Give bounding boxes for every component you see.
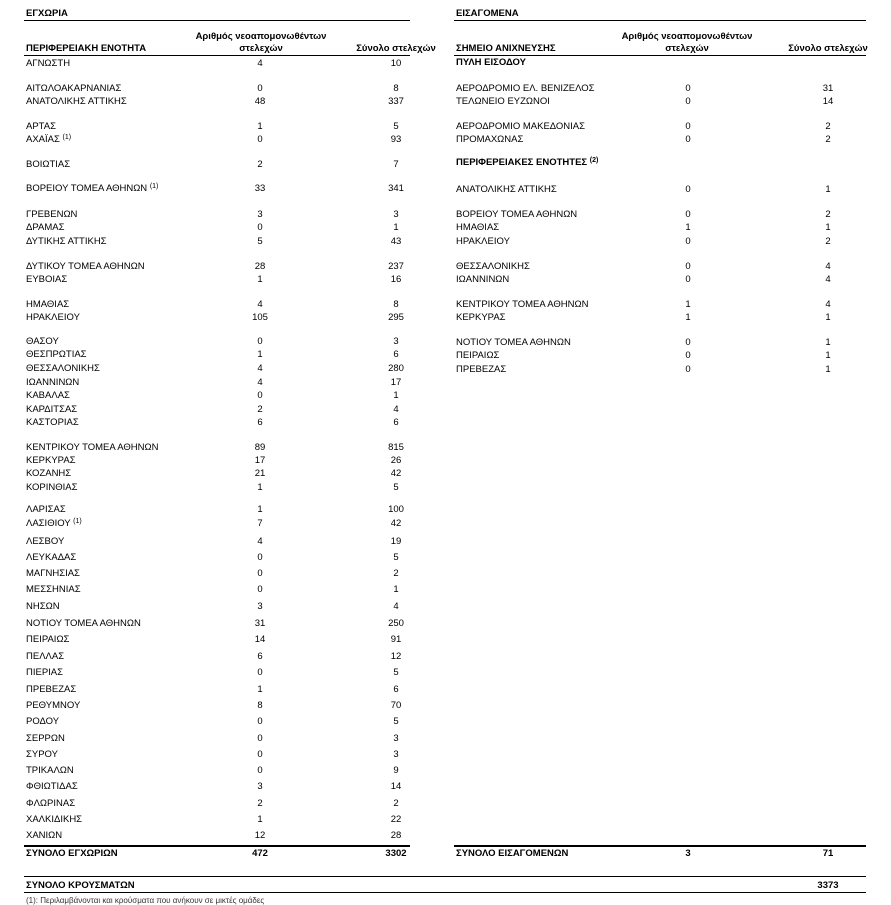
domestic-row-total: 815: [388, 442, 404, 453]
domestic-table-row: [26, 362, 426, 375]
imported-subheading-regional-units: ΠΕΡΙΦΕΡΕΙΑΚΕΣ ΕΝΟΤΗΤΕΣ $^{(2)}$: [456, 157, 599, 168]
domestic-table-row: [26, 551, 426, 564]
domestic-row-new: 0: [257, 390, 263, 401]
imported-row-new: 0: [685, 337, 691, 348]
domestic-table-row: [26, 120, 426, 133]
imported-row-total: 2: [825, 209, 831, 220]
domestic-row-new: 105: [252, 312, 268, 323]
domestic-table-row: [26, 732, 426, 745]
domestic-col-new-header-line2: στελεχών: [239, 43, 283, 54]
imported-row-name: ΤΕΛΩΝΕΙΟ ΕΥΖΩΝΟΙ: [456, 96, 550, 107]
domestic-row-new: 4: [257, 536, 263, 547]
imported-section-title: ΕΙΣΑΓΟΜΕΝΑ: [456, 8, 519, 19]
domestic-row-name: ΣΥΡΟΥ: [26, 749, 58, 760]
domestic-table-row: [26, 481, 426, 494]
imported-total-new: 3: [685, 848, 691, 859]
domestic-table-row: [26, 260, 426, 273]
imported-title-rule: [454, 20, 866, 21]
domestic-total-rule: [24, 845, 410, 847]
imported-row-name: ΚΕΝΤΡΙΚΟΥ ΤΟΜΕΑ ΑΘΗΝΩΝ: [456, 299, 589, 310]
domestic-row-new: 89: [254, 442, 266, 453]
imported-table-row: [456, 273, 861, 286]
domestic-table-row: [26, 403, 426, 416]
domestic-row-total: 5: [393, 716, 399, 727]
footnote: (1): Περιλαμβάνονται και κρούσματα που ανήκουν σε μικτές ομάδες: [26, 896, 265, 905]
imported-table-row: [456, 95, 861, 108]
domestic-row-total: 6: [393, 417, 399, 428]
domestic-row-total: 2: [393, 798, 399, 809]
domestic-table-row: [26, 617, 426, 630]
imported-col-name-header: ΣΗΜΕΙΟ ΑΝΙΧΝΕΥΣΗΣ: [456, 43, 556, 54]
imported-table-row: [456, 349, 861, 362]
domestic-row-new: 6: [257, 417, 263, 428]
domestic-col-total-header: Σύνολο στελεχών: [356, 43, 436, 54]
domestic-row-new: 2: [257, 798, 263, 809]
domestic-row-name: ΚΟΖΑΝΗΣ: [26, 468, 72, 479]
imported-table-row: [456, 363, 861, 376]
domestic-table-row: [26, 650, 426, 663]
domestic-row-name: ΒΟΡΕΙΟΥ ΤΟΜΕΑ ΑΘΗΝΩΝ $^{(1)}$: [26, 183, 159, 194]
domestic-row-total: 1: [393, 390, 399, 401]
domestic-total-label: ΣΥΝΟΛΟ ΕΓΧΩΡΙΩΝ: [26, 848, 118, 859]
domestic-table-row: [26, 273, 426, 286]
domestic-row-name: ΝΗΣΩΝ: [26, 601, 60, 612]
domestic-row-total: 250: [388, 618, 404, 629]
domestic-row-total: 295: [388, 312, 404, 323]
imported-row-new: 0: [685, 209, 691, 220]
domestic-row-total: 42: [390, 518, 402, 529]
imported-row-name: ΝΟΤΙΟΥ ΤΟΜΕΑ ΑΘΗΝΩΝ: [456, 337, 571, 348]
grand-total-bottom-rule: [24, 892, 866, 893]
imported-row-new: 1: [685, 299, 691, 310]
domestic-row-name: ΚΑΡΔΙΤΣΑΣ: [26, 404, 78, 415]
imported-row-total: 1: [825, 184, 831, 195]
domestic-row-new: 2: [257, 404, 263, 415]
domestic-row-name: ΛΑΣΙΘΙΟΥ $^{(1)}$: [26, 518, 82, 529]
domestic-row-new: 4: [257, 377, 263, 388]
imported-table-row: [456, 208, 861, 221]
imported-row-total: 1: [825, 312, 831, 323]
imported-row-name: ΠΡΟΜΑΧΩΝΑΣ: [456, 134, 524, 145]
imported-row-name: ΑΝΑΤΟΛΙΚΗΣ ΑΤΤΙΚΗΣ: [456, 184, 557, 195]
domestic-table-row: [26, 666, 426, 679]
imported-row-name: ΘΕΣΣΑΛΟΝΙΚΗΣ: [456, 261, 530, 272]
imported-row-total: 1: [825, 337, 831, 348]
domestic-row-total: 17: [390, 377, 402, 388]
domestic-row-total: 3: [393, 733, 399, 744]
domestic-row-name: ΓΡΕΒΕΝΩΝ: [26, 209, 78, 220]
domestic-row-total: 93: [390, 134, 402, 145]
domestic-table-row: [26, 208, 426, 221]
domestic-table-row: [26, 467, 426, 480]
domestic-row-name: ΡΕΘΥΜΝΟΥ: [26, 700, 81, 711]
imported-row-total: 4: [825, 261, 831, 272]
domestic-col-new-header-line1: Αριθμός νεοαπομονωθέντων: [195, 31, 327, 42]
domestic-row-name: ΛΕΣΒΟΥ: [26, 536, 65, 547]
domestic-row-name: ΑΙΤΩΛΟΑΚΑΡΝΑΝΙΑΣ: [26, 83, 122, 94]
domestic-row-new: 2: [257, 159, 263, 170]
domestic-row-name: ΒΟΙΩΤΙΑΣ: [26, 159, 71, 170]
domestic-row-new: 1: [257, 482, 263, 493]
domestic-row-name: ΘΑΣΟΥ: [26, 336, 59, 347]
domestic-row-new: 8: [257, 700, 263, 711]
domestic-table-row: [26, 699, 426, 712]
imported-total-rule: [454, 845, 866, 847]
domestic-row-name: ΠΡΕΒΕΖΑΣ: [26, 684, 77, 695]
domestic-row-new: 5: [257, 236, 263, 247]
domestic-row-name: ΧΑΝΙΩΝ: [26, 830, 63, 841]
domestic-col-name-header: ΠΕΡΙΦΕΡΕΙΑΚΗ ΕΝΟΤΗΤΑ: [26, 43, 147, 54]
domestic-row-new: 31: [254, 618, 266, 629]
domestic-row-name: ΑΡΤΑΣ: [26, 121, 56, 132]
domestic-row-name: ΛΕΥΚΑΔΑΣ: [26, 552, 77, 563]
grand-total-label: ΣΥΝΟΛΟ ΚΡΟΥΣΜΑΤΩΝ: [26, 880, 135, 891]
imported-total-total: 71: [822, 848, 834, 859]
domestic-table-row: [26, 454, 426, 467]
imported-row-new: 0: [685, 121, 691, 132]
domestic-row-total: 6: [393, 349, 399, 360]
imported-row-total: 2: [825, 121, 831, 132]
imported-row-new: 0: [685, 236, 691, 247]
domestic-row-name: ΕΥΒΟΙΑΣ: [26, 274, 68, 285]
domestic-section-title: ΕΓΧΩΡΙΑ: [26, 8, 68, 19]
domestic-row-total: 9: [393, 765, 399, 776]
domestic-table-row: [26, 57, 426, 70]
imported-row-name: ΚΕΡΚΥΡΑΣ: [456, 312, 506, 323]
domestic-row-new: 1: [257, 504, 263, 515]
domestic-row-new: 3: [257, 781, 263, 792]
imported-table-row: [456, 260, 861, 273]
imported-row-total: 1: [825, 364, 831, 375]
domestic-row-new: 7: [257, 518, 263, 529]
imported-row-name: ΑΕΡΟΔΡΟΜΙΟ ΜΑΚΕΔΟΝΙΑΣ: [456, 121, 586, 132]
domestic-row-total: 4: [393, 404, 399, 415]
imported-table-row: [456, 235, 861, 248]
domestic-row-new: 33: [254, 183, 266, 194]
domestic-table-row: [26, 780, 426, 793]
grand-total-value: 3373: [817, 880, 839, 891]
domestic-row-total: 19: [390, 536, 402, 547]
domestic-title-rule: [24, 20, 410, 21]
domestic-row-name: ΠΕΙΡΑΙΩΣ: [26, 634, 70, 645]
domestic-row-total: 237: [388, 261, 404, 272]
domestic-row-name: ΠΙΕΡΙΑΣ: [26, 667, 64, 678]
imported-col-new-header-line2: στελεχών: [665, 43, 709, 54]
domestic-table-row: [26, 376, 426, 389]
imported-row-total: 1: [825, 222, 831, 233]
domestic-row-name: ΤΡΙΚΑΛΩΝ: [26, 765, 74, 776]
domestic-row-name: ΑΧΑΪΑΣ $^{(1)}$: [26, 134, 72, 145]
domestic-table-row: [26, 311, 426, 324]
imported-row-total: 4: [825, 299, 831, 310]
imported-row-new: 1: [685, 222, 691, 233]
domestic-row-new: 0: [257, 765, 263, 776]
domestic-total-new: 472: [252, 848, 268, 859]
imported-header-rule: [454, 55, 866, 56]
domestic-row-new: 0: [257, 83, 263, 94]
domestic-table-row: [26, 82, 426, 95]
domestic-total-total: 3302: [385, 848, 407, 859]
imported-table-row: [456, 221, 861, 234]
domestic-table-row: [26, 235, 426, 248]
domestic-table-row: [26, 503, 426, 516]
domestic-table-row: [26, 517, 426, 530]
imported-row-name: ΙΩΑΝΝΙΝΩΝ: [456, 274, 510, 285]
domestic-row-total: 14: [390, 781, 402, 792]
domestic-row-total: 341: [388, 183, 404, 194]
domestic-row-new: 3: [257, 209, 263, 220]
imported-table-row: [456, 311, 861, 324]
imported-row-total: 4: [825, 274, 831, 285]
imported-table-row: [456, 183, 861, 196]
domestic-row-name: ΜΑΓΝΗΣΙΑΣ: [26, 568, 80, 579]
domestic-row-total: 5: [393, 482, 399, 493]
imported-row-new: 0: [685, 134, 691, 145]
domestic-row-name: ΚΑΣΤΟΡΙΑΣ: [26, 417, 79, 428]
domestic-row-total: 3: [393, 336, 399, 347]
domestic-row-name: ΠΕΛΛΑΣ: [26, 651, 65, 662]
domestic-row-name: ΑΓΝΩΣΤΗ: [26, 58, 71, 69]
domestic-row-new: 0: [257, 716, 263, 727]
domestic-row-total: 43: [390, 236, 402, 247]
domestic-row-total: 337: [388, 96, 404, 107]
domestic-header-rule: [24, 55, 410, 56]
domestic-row-total: 8: [393, 83, 399, 94]
domestic-row-total: 91: [390, 634, 402, 645]
domestic-table-row: [26, 583, 426, 596]
domestic-table-row: [26, 813, 426, 826]
domestic-row-new: 0: [257, 222, 263, 233]
domestic-row-name: ΔΥΤΙΚΗΣ ΑΤΤΙΚΗΣ: [26, 236, 107, 247]
imported-row-new: 0: [685, 96, 691, 107]
domestic-row-total: 8: [393, 299, 399, 310]
domestic-row-new: 0: [257, 733, 263, 744]
imported-subheading-entry-point: ΠΥΛΗ ΕΙΣΟΔΟΥ: [456, 57, 527, 68]
domestic-table-row: [26, 829, 426, 842]
domestic-row-total: 3: [393, 209, 399, 220]
imported-row-new: 0: [685, 83, 691, 94]
domestic-row-total: 3: [393, 749, 399, 760]
domestic-row-name: ΝΟΤΙΟΥ ΤΟΜΕΑ ΑΘΗΝΩΝ: [26, 618, 141, 629]
imported-row-new: 0: [685, 350, 691, 361]
imported-table-row: [456, 82, 861, 95]
imported-row-total: 2: [825, 134, 831, 145]
domestic-row-new: 1: [257, 814, 263, 825]
imported-table-row: [456, 133, 861, 146]
domestic-row-name: ΛΑΡΙΣΑΣ: [26, 504, 66, 515]
domestic-row-new: 4: [257, 363, 263, 374]
imported-row-name: ΗΡΑΚΛΕΙΟΥ: [456, 236, 510, 247]
domestic-table-row: [26, 416, 426, 429]
domestic-row-new: 3: [257, 601, 263, 612]
imported-total-label: ΣΥΝΟΛΟ ΕΙΣΑΓΟΜΕΝΩΝ: [456, 848, 569, 859]
domestic-row-new: 4: [257, 58, 263, 69]
domestic-row-new: 0: [257, 584, 263, 595]
imported-row-new: 0: [685, 274, 691, 285]
domestic-row-new: 4: [257, 299, 263, 310]
domestic-row-total: 42: [390, 468, 402, 479]
domestic-row-new: 14: [254, 634, 266, 645]
domestic-row-new: 0: [257, 134, 263, 145]
domestic-table-row: [26, 158, 426, 171]
domestic-table-row: [26, 298, 426, 311]
domestic-table-row: [26, 600, 426, 613]
imported-table-row: [456, 298, 861, 311]
domestic-row-new: 1: [257, 274, 263, 285]
imported-row-total: 2: [825, 236, 831, 247]
domestic-row-new: 1: [257, 121, 263, 132]
domestic-table-row: [26, 348, 426, 361]
imported-row-new: 0: [685, 184, 691, 195]
domestic-row-total: 4: [393, 601, 399, 612]
domestic-row-new: 6: [257, 651, 263, 662]
domestic-table-row: [26, 683, 426, 696]
domestic-table-row: [26, 335, 426, 348]
grand-total-top-rule: [24, 876, 866, 877]
domestic-row-total: 280: [388, 363, 404, 374]
domestic-row-name: ΘΕΣΣΑΛΟΝΙΚΗΣ: [26, 363, 100, 374]
domestic-row-new: 12: [254, 830, 266, 841]
imported-row-new: 1: [685, 312, 691, 323]
imported-row-name: ΠΕΙΡΑΙΩΣ: [456, 350, 500, 361]
domestic-row-name: ΦΘΙΩΤΙΔΑΣ: [26, 781, 78, 792]
domestic-row-name: ΧΑΛΚΙΔΙΚΗΣ: [26, 814, 83, 825]
domestic-table-row: [26, 797, 426, 810]
domestic-table-row: [26, 567, 426, 580]
domestic-row-name: ΗΡΑΚΛΕΙΟΥ: [26, 312, 80, 323]
domestic-table-row: [26, 764, 426, 777]
imported-row-name: ΑΕΡΟΔΡΟΜΙΟ ΕΛ. ΒΕΝΙΖΕΛΟΣ: [456, 83, 595, 94]
domestic-table-row: [26, 95, 426, 108]
imported-row-total: 14: [822, 96, 834, 107]
domestic-row-new: 1: [257, 684, 263, 695]
imported-row-total: 1: [825, 350, 831, 361]
domestic-table-row: [26, 748, 426, 761]
imported-row-total: 31: [822, 83, 834, 94]
domestic-row-name: ΙΩΑΝΝΙΝΩΝ: [26, 377, 80, 388]
imported-row-name: ΒΟΡΕΙΟΥ ΤΟΜΕΑ ΑΘΗΝΩΝ: [456, 209, 578, 220]
domestic-row-name: ΣΕΡΡΩΝ: [26, 733, 65, 744]
domestic-row-total: 28: [390, 830, 402, 841]
imported-col-new-header-line1: Αριθμός νεοαπομονωθέντων: [621, 31, 753, 42]
imported-row-new: 0: [685, 261, 691, 272]
domestic-table-row: [26, 221, 426, 234]
domestic-row-name: ΚΕΡΚΥΡΑΣ: [26, 455, 76, 466]
domestic-row-total: 22: [390, 814, 402, 825]
domestic-row-name: ΚΕΝΤΡΙΚΟΥ ΤΟΜΕΑ ΑΘΗΝΩΝ: [26, 442, 159, 453]
imported-row-name: ΗΜΑΘΙΑΣ: [456, 222, 500, 233]
domestic-table-row: [26, 182, 426, 195]
domestic-row-new: 48: [254, 96, 266, 107]
domestic-table-row: [26, 633, 426, 646]
domestic-row-new: 17: [254, 455, 266, 466]
domestic-row-new: 0: [257, 667, 263, 678]
domestic-row-name: ΔΥΤΙΚΟΥ ΤΟΜΕΑ ΑΘΗΝΩΝ: [26, 261, 145, 272]
domestic-table-row: [26, 389, 426, 402]
domestic-row-total: 2: [393, 568, 399, 579]
domestic-row-total: 5: [393, 552, 399, 563]
domestic-row-new: 21: [254, 468, 266, 479]
domestic-row-new: 0: [257, 568, 263, 579]
imported-table-row: [456, 120, 861, 133]
domestic-row-name: ΜΕΣΣΗΝΙΑΣ: [26, 584, 81, 595]
domestic-row-total: 10: [390, 58, 402, 69]
domestic-row-name: ΔΡΑΜΑΣ: [26, 222, 65, 233]
domestic-row-new: 0: [257, 552, 263, 563]
domestic-row-name: ΚΑΒΑΛΑΣ: [26, 390, 70, 401]
domestic-row-total: 1: [393, 584, 399, 595]
domestic-table-row: [26, 535, 426, 548]
domestic-row-name: ΘΕΣΠΡΩΤΙΑΣ: [26, 349, 87, 360]
imported-row-new: 0: [685, 364, 691, 375]
domestic-row-total: 5: [393, 667, 399, 678]
domestic-table-row: [26, 715, 426, 728]
domestic-row-name: ΚΟΡΙΝΘΙΑΣ: [26, 482, 78, 493]
domestic-row-total: 70: [390, 700, 402, 711]
domestic-table-row: [26, 133, 426, 146]
imported-row-name: ΠΡΕΒΕΖΑΣ: [456, 364, 507, 375]
domestic-row-total: 12: [390, 651, 402, 662]
domestic-row-name: ΑΝΑΤΟΛΙΚΗΣ ΑΤΤΙΚΗΣ: [26, 96, 127, 107]
domestic-row-total: 16: [390, 274, 402, 285]
domestic-row-new: 0: [257, 336, 263, 347]
domestic-row-new: 1: [257, 349, 263, 360]
imported-col-total-header: Σύνολο στελεχών: [788, 43, 868, 54]
domestic-row-total: 7: [393, 159, 399, 170]
domestic-row-total: 26: [390, 455, 402, 466]
domestic-row-new: 28: [254, 261, 266, 272]
imported-table-row: [456, 336, 861, 349]
domestic-row-name: ΦΛΩΡΙΝΑΣ: [26, 798, 76, 809]
domestic-row-total: 5: [393, 121, 399, 132]
domestic-row-total: 100: [388, 504, 404, 515]
domestic-row-name: ΡΟΔΟΥ: [26, 716, 60, 727]
domestic-row-total: 1: [393, 222, 399, 233]
domestic-row-new: 0: [257, 749, 263, 760]
domestic-row-name: ΗΜΑΘΙΑΣ: [26, 299, 70, 310]
domestic-table-row: [26, 441, 426, 454]
domestic-row-total: 6: [393, 684, 399, 695]
